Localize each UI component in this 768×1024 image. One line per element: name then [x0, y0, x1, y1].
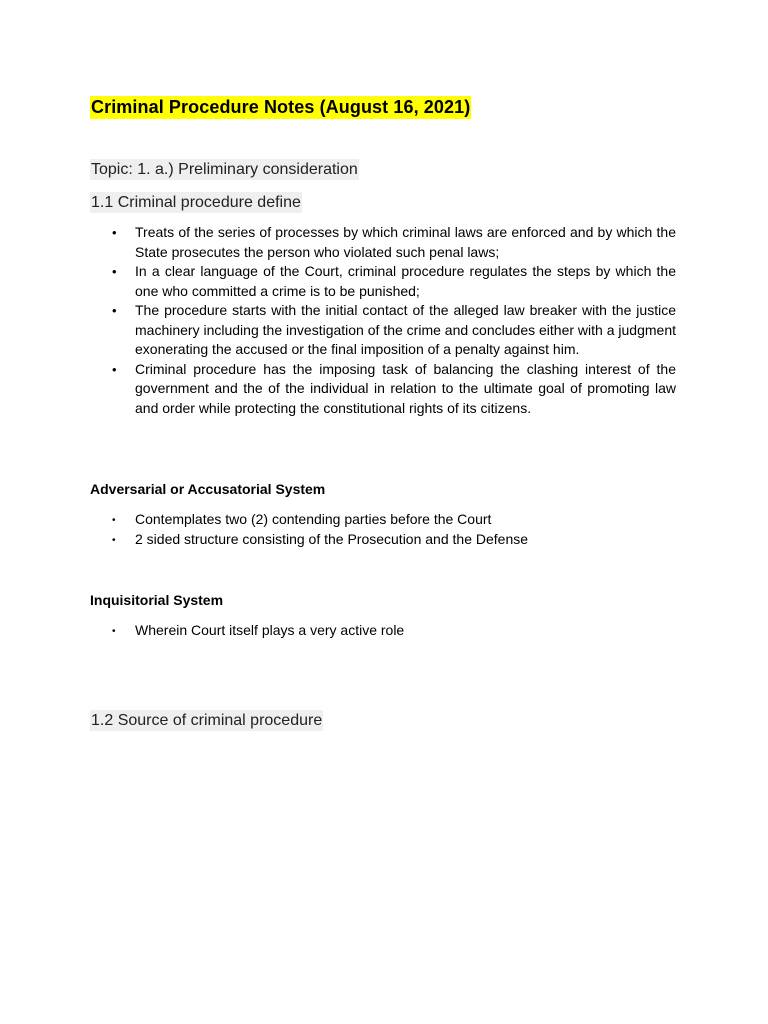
topic-line	[90, 160, 359, 180]
bullet-icon: •	[112, 303, 117, 318]
inquisitorial-system-heading: Inquisitorial System	[90, 592, 224, 608]
section-1-2-heading-text: 1.2 Source of criminal procedure	[91, 712, 323, 729]
inquisitorial-bullet-list	[90, 621, 676, 641]
list-item	[90, 510, 676, 530]
list-item	[90, 223, 676, 262]
list-item-text: The procedure starts with the initial contact of the alleged law breaker with the justice machinery including the investigation of the crime and concludes either with a judgment exonerating the accused or the final imposition of a penalty against him.	[135, 302, 676, 357]
list-item-text: Treats of the series of processes by which criminal laws are enforced and by which the State prosecutes the person who violated such penal laws;	[135, 224, 676, 260]
list-item-text: In a clear language of the Court, criminal procedure regulates the steps by which the one who committed a crime is to be punished;	[135, 263, 676, 299]
bullet-icon: •	[112, 626, 116, 637]
document-title-text: Criminal Procedure Notes (August 16, 2021)	[91, 97, 471, 117]
bullet-icon: •	[112, 515, 116, 526]
bullet-icon: •	[112, 361, 117, 377]
list-item	[90, 262, 676, 301]
section-1-1-heading	[90, 193, 302, 213]
list-item	[90, 360, 676, 419]
section-1-1-heading-text: 1.1 Criminal procedure define	[91, 194, 301, 211]
list-item-text: Criminal procedure has the imposing task of balancing the clashing interest of the government and the of the individual in relation to the ultimate goal of promoting law and order while protecting the constitutional rights of its citizens.	[135, 360, 676, 416]
list-item	[90, 301, 676, 360]
bullet-icon: •	[112, 264, 117, 279]
adversarial-system-heading: Adversarial or Accusatorial System	[90, 481, 326, 497]
list-item-text: Contemplates two (2) contending parties before the Court	[135, 511, 492, 527]
topic-text: Topic: 1. a.) Preliminary consideration	[91, 161, 358, 178]
section-1-2-heading	[90, 711, 323, 731]
bullet-icon: •	[112, 225, 117, 240]
adversarial-bullet-list	[90, 510, 676, 549]
list-item-text: Wherein Court itself plays a very active role	[135, 622, 405, 638]
list-item	[90, 621, 676, 641]
section-1-1-bullet-list	[90, 223, 676, 418]
list-item-text: 2 sided structure consisting of the Prosecution and the Defense	[135, 530, 529, 547]
list-item	[90, 530, 676, 550]
document-title	[90, 95, 471, 119]
bullet-icon: •	[112, 534, 116, 546]
